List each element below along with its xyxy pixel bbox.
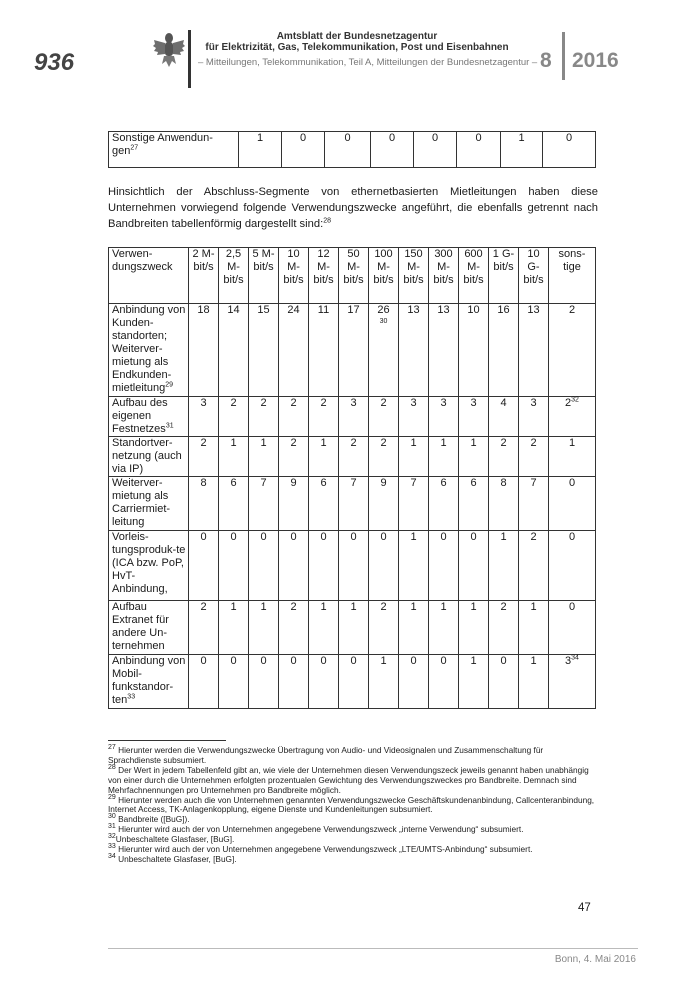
table-cell: 11 (309, 304, 339, 397)
column-header: 2,5 M-bit/s (219, 248, 249, 304)
table-cell: 15 (249, 304, 279, 397)
table-cell: 1 (249, 437, 279, 477)
table-cell: 7 (339, 477, 369, 531)
table-cell: 1 (399, 437, 429, 477)
table-cell: 2 (189, 437, 219, 477)
header-row (109, 248, 596, 304)
row-label: Aufbau des eigenen Festnetzes$^{31}$ (109, 397, 189, 437)
table-cell: 7 (399, 477, 429, 531)
table-cell: 2 (549, 304, 596, 397)
footnote: $^{34}$ Unbeschaltete Glasfaser, [BuG]. (108, 853, 237, 864)
table-cell: $2^{32}$ (549, 397, 596, 437)
table-cell: 3 (189, 397, 219, 437)
table-cell: $3^{34}$ (549, 655, 596, 709)
table-cell: 1 (459, 437, 489, 477)
page-folio: 47 (578, 902, 591, 914)
table-cell: 3 (429, 397, 459, 437)
column-header: 10 M-bit/s (279, 248, 309, 304)
journal-subtitle: für Elektrizität, Gas, Telekommunikation, Post und Eisenbahnen (205, 42, 509, 53)
table-cell: 0 (371, 132, 414, 168)
column-header: 1 G-bit/s (489, 248, 519, 304)
table-cell: 16 (489, 304, 519, 397)
table-cell: 0 (549, 601, 596, 655)
row-label: Aufbau Extranet für andere Un-ternehmen (109, 601, 189, 655)
table-cell: 3 (459, 397, 489, 437)
table-row (109, 437, 596, 477)
column-header: 2 M-bit/s (189, 248, 219, 304)
table-cell: 1 (309, 601, 339, 655)
table-cell: 14 (219, 304, 249, 397)
table-cell: 7 (519, 477, 549, 531)
body-paragraph: Hinsichtlich der Abschluss-Segmente von ethernetbasierten Mietleitungen haben diese Unternehmen vorwiegend folgende Verwendungszwecke angeführt, die ebenfalls getrennt nach Bandbreiten tabellenförmig dargestellt sind:$^{28}$ (108, 186, 598, 230)
table-cell: 4 (489, 397, 519, 437)
row-label: Weiterver-mietung als Carriermiet-leitung (109, 477, 189, 531)
column-header: 5 M-bit/s (249, 248, 279, 304)
table-cell: 0 (309, 531, 339, 601)
table-cell: 0 (399, 655, 429, 709)
table-cell: 7 (249, 477, 279, 531)
column-header: 600 M-bit/s (459, 248, 489, 304)
table-cell: 8 (489, 477, 519, 531)
column-header: Verwen-dungszweck (109, 248, 189, 304)
table-cell: 8 (189, 477, 219, 531)
row-label: Vorleis-tungsproduk-te (ICA bzw. PoP, HvT-Anbindung, (109, 531, 189, 601)
table-cell: 1 (399, 531, 429, 601)
table-cell: 13 (399, 304, 429, 397)
table-cell: 1 (429, 601, 459, 655)
table-cell: 1 (399, 601, 429, 655)
table-cell: 0 (189, 531, 219, 601)
footer-place-date: Bonn, 4. Mai 2016 (554, 954, 636, 965)
table-cell: 1 (429, 437, 459, 477)
table-row (109, 531, 596, 601)
table-body (109, 304, 596, 709)
table-cell: 2 (279, 601, 309, 655)
table-row (109, 655, 596, 709)
column-header: 50 M-bit/s (339, 248, 369, 304)
footnote: $^{29}$ Hierunter werden auch die von Unternehmen genannten Verwendungszwecke Geschäftskundenanbindung, Callcenteranbindung, Internet Access, TK-Anlagenkopplung, eigene Dienste und Kundenleitungen subsumiert. (108, 793, 595, 815)
issue-number: 8 (540, 49, 552, 72)
column-header: 150 M-bit/s (399, 248, 429, 304)
table-cell: 0 (325, 132, 371, 168)
table-row (109, 601, 596, 655)
row-label: Sonstige Anwendun-gen$^{27}$ (109, 132, 239, 168)
table-cell: 9 (369, 477, 399, 531)
table-cell: 2 (369, 397, 399, 437)
footnotes (108, 746, 598, 865)
table-cell: 26 30 (369, 304, 399, 397)
table-cell: 2 (369, 601, 399, 655)
table-cell: 0 (489, 655, 519, 709)
table-cell: 2 (189, 601, 219, 655)
column-header: 300 M-bit/s (429, 248, 459, 304)
table-cell: 1 (239, 132, 282, 168)
table-cell: 0 (219, 531, 249, 601)
table-cell: 10 (459, 304, 489, 397)
column-header: 12 M-bit/s (309, 248, 339, 304)
table-cell: 1 (459, 655, 489, 709)
table-cell: 0 (369, 531, 399, 601)
table-cell: 2 (489, 601, 519, 655)
table-cell: 13 (429, 304, 459, 397)
column-header: 10 G-bit/s (519, 248, 549, 304)
table-row (109, 397, 596, 437)
table-cell: 0 (429, 655, 459, 709)
table-cell: 2 (519, 531, 549, 601)
footnote: $^{31}$ Hierunter wird auch der von Unternehmen angegebene Verwendungszweck „interne Verwendung“ subsumiert. (108, 823, 524, 835)
table-cell: 0 (457, 132, 501, 168)
table-cell: 6 (429, 477, 459, 531)
table-cell: 2 (219, 397, 249, 437)
table-cell: 0 (279, 531, 309, 601)
row-label: Anbindung von Kunden-standorten; Weiterver-mietung als Endkunden-mietleitung$^{29}$ (109, 304, 189, 397)
federal-eagle-logo (152, 30, 186, 70)
table-cell: 17 (339, 304, 369, 397)
table-cell: 1 (219, 437, 249, 477)
table-cell: 1 (489, 531, 519, 601)
page-number: 936 (34, 49, 75, 76)
table-cell: 1 (501, 132, 543, 168)
usage-table (108, 247, 596, 709)
table-cell: 1 (519, 655, 549, 709)
row-label: Anbindung von Mobil-funkstandor-ten$^{33}$ (109, 655, 189, 709)
table-cell: 9 (279, 477, 309, 531)
table-cell: 1 (249, 601, 279, 655)
table-cell: 1 (219, 601, 249, 655)
table-cell: 13 (519, 304, 549, 397)
footnote: $^{28}$ Der Wert in jedem Tabellenfeld gibt an, wie viele der Unternehmen diesen Verwendungszeck jeweils genannt haben unabhängig von einer durch die Unternehmen erfolgten prozentualen Gewichtung des Verwendungszweckes pro Bandbreite. Demnach sind Mehrfachnennungen pro Unternehmen pro Bandbreite möglich. (108, 764, 589, 795)
table-cell: 0 (459, 531, 489, 601)
footnote: $^{30}$ Bandbreite ([BuG]). (108, 813, 190, 825)
table-cell: 0 (339, 655, 369, 709)
footnote: $^{27}$ Hierunter werden die Verwendungszwecke Übertragung von Audio- und Videosignalen und Zusammenschaltung für Sprachdienste subsumiert. (108, 744, 544, 765)
table-cell: 2 (369, 437, 399, 477)
table-cell: 6 (219, 477, 249, 531)
table-cell: 2 (279, 397, 309, 437)
table-cell: 2 (309, 397, 339, 437)
table-row (109, 477, 596, 531)
table-cell: 0 (219, 655, 249, 709)
table-cell: 1 (519, 601, 549, 655)
table-cell: 1 (339, 601, 369, 655)
table-cell: 0 (549, 477, 596, 531)
table-cell: 3 (519, 397, 549, 437)
table-cell: 0 (549, 531, 596, 601)
footnote: $^{33}$ Hierunter wird auch der von Unternehmen angegebene Verwendungszweck „LTE/UMTS-Anbindung“ subsumiert. (108, 843, 533, 855)
footer-rule (108, 948, 638, 949)
table-row (109, 304, 596, 397)
table-cell: 0 (282, 132, 325, 168)
table-cell: 2 (519, 437, 549, 477)
table-cell: 0 (309, 655, 339, 709)
column-header: sons-tige (549, 248, 596, 304)
table-cell: 6 (459, 477, 489, 531)
table-cell: 3 (339, 397, 369, 437)
footnote: $^{32}$Unbeschaltete Glasfaser, [BuG]. (108, 833, 235, 845)
table-cell: 0 (249, 655, 279, 709)
table-cell: 1 (459, 601, 489, 655)
table-cell: 2 (489, 437, 519, 477)
table-cell: 0 (414, 132, 457, 168)
footnote-rule (108, 740, 226, 741)
issue-divider (562, 32, 565, 80)
table-cell: 0 (189, 655, 219, 709)
table-cell: 18 (189, 304, 219, 397)
table-cell: 0 (543, 132, 596, 168)
table-cell: 1 (369, 655, 399, 709)
table-cell: 1 (309, 437, 339, 477)
table-cell: 0 (339, 531, 369, 601)
top-table (108, 131, 596, 168)
section-line: – Mitteilungen, Telekommunikation, Teil A, Mitteilungen der Bundesnetzagentur – (198, 57, 538, 68)
table-row (109, 132, 596, 168)
issue-year: 2016 (572, 49, 619, 72)
header-divider (188, 30, 191, 88)
table-cell: 0 (249, 531, 279, 601)
table-cell: 2 (279, 437, 309, 477)
table-cell: 0 (279, 655, 309, 709)
table-cell: 0 (429, 531, 459, 601)
table-cell: 3 (399, 397, 429, 437)
row-label: Standortver-netzung (auch via IP) (109, 437, 189, 477)
table-cell: 6 (309, 477, 339, 531)
table-cell: 2 (339, 437, 369, 477)
table-cell: 2 (249, 397, 279, 437)
table-cell: 24 (279, 304, 309, 397)
journal-title: Amtsblatt der Bundesnetzagentur (276, 31, 438, 42)
table-cell: 1 (549, 437, 596, 477)
column-header: 100 M-bit/s (369, 248, 399, 304)
